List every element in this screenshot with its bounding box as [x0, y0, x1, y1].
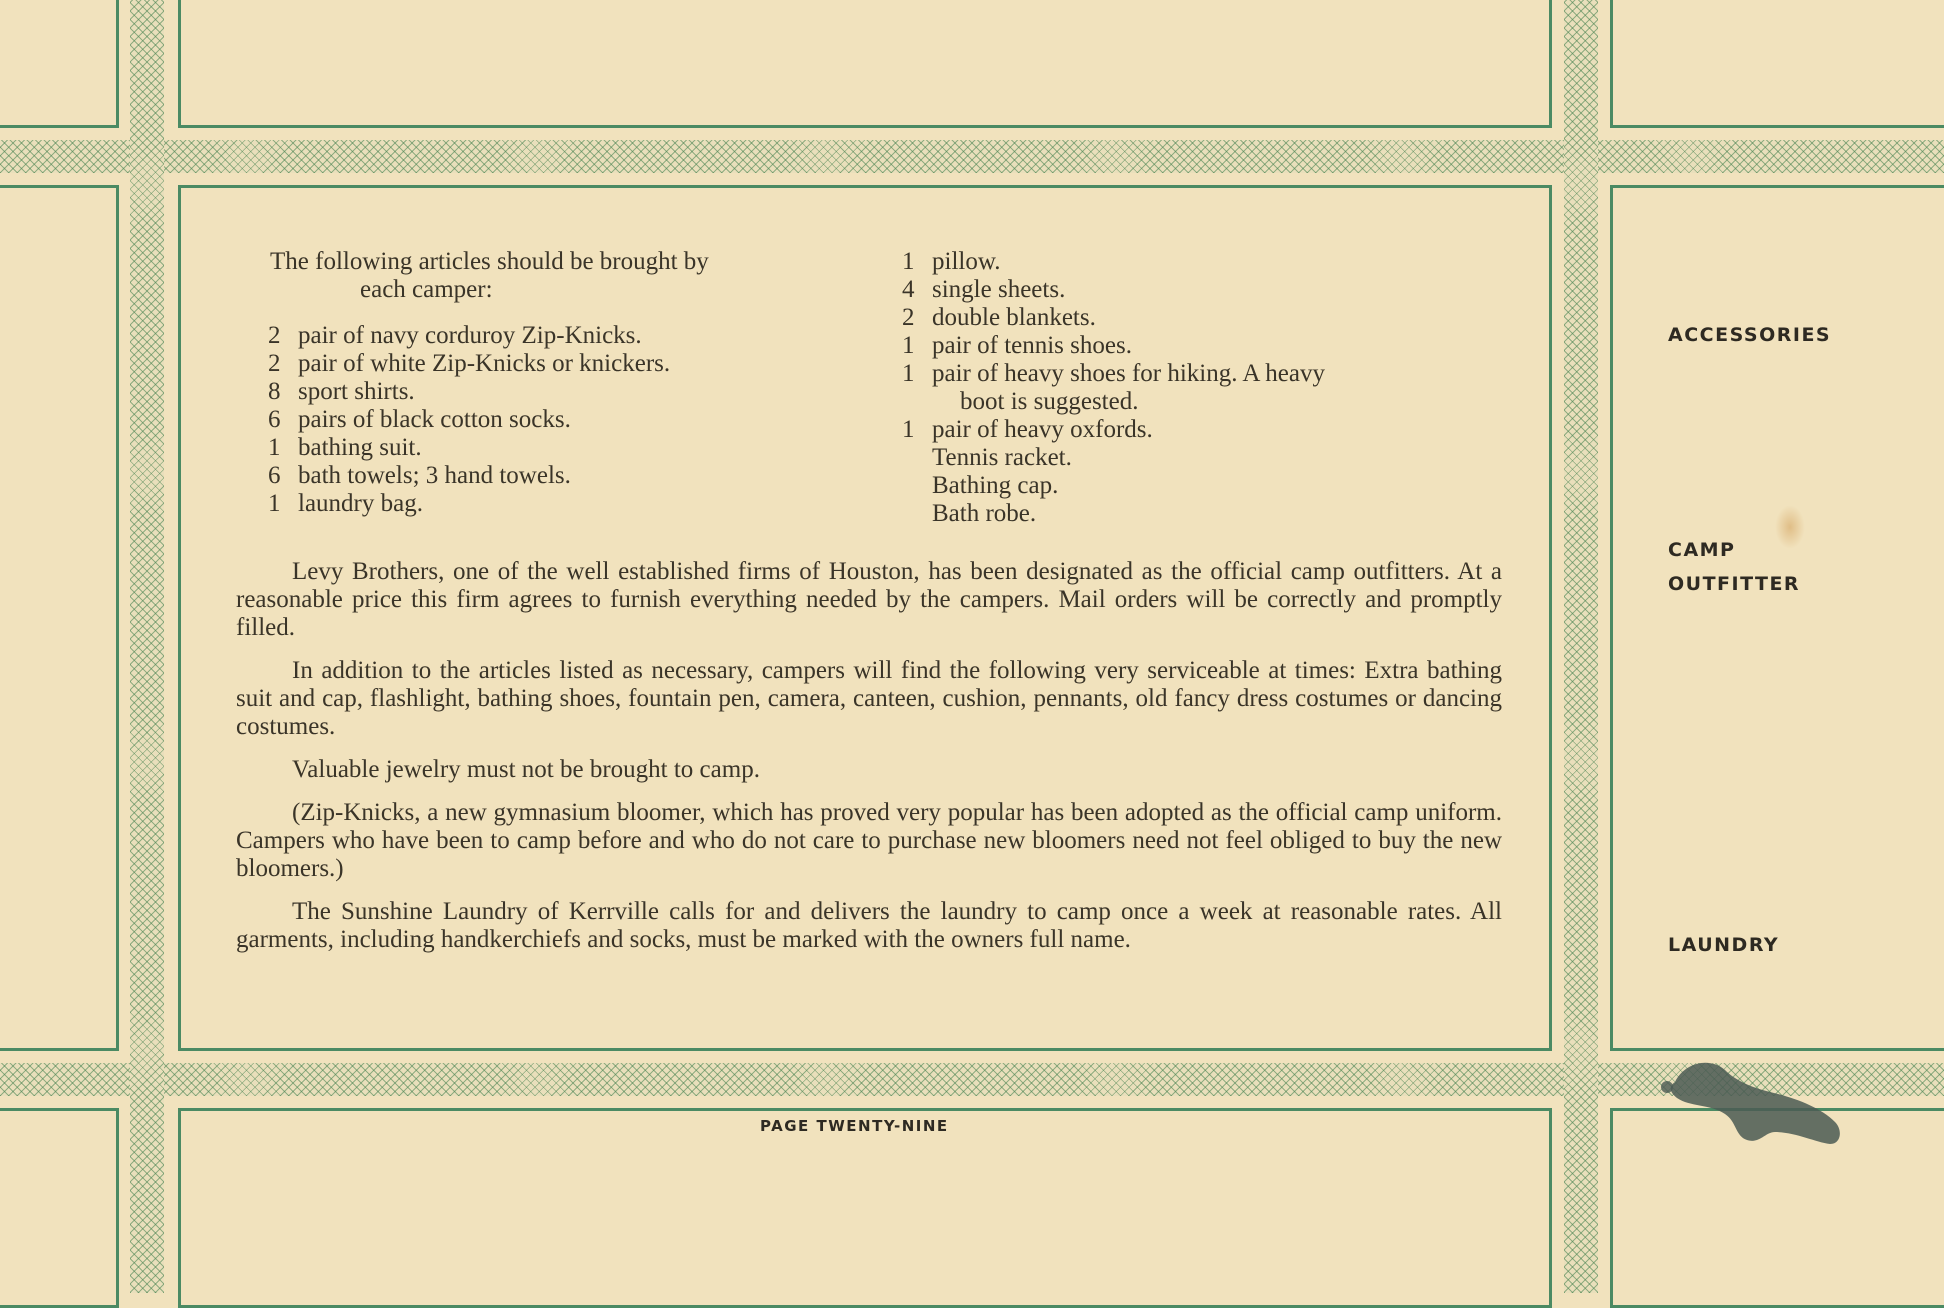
- right-item-list: [902, 248, 1502, 528]
- paragraph-zip-knicks: (Zip-Knicks, a new gymnasium bloomer, which has proved very popular has been adopted as the official camp uniform. Campers who have been to camp before and who do not care to purchase new bloomers need not feel obliged to buy the new bloomers.): [236, 799, 1502, 882]
- stain-spot: [1775, 505, 1805, 549]
- list-item: Bath robe.: [932, 500, 1037, 527]
- list-item: 1 bathing suit.: [268, 434, 422, 461]
- paragraph-laundry: The Sunshine Laundry of Kerrville calls for and delivers the laundry to camp once a week at reasonable rates. All garments, including handkerchiefs and socks, must be marked with the owners full name.: [236, 898, 1502, 953]
- panel-mid-left: [0, 185, 119, 1051]
- list-item: 2 double blankets.: [902, 304, 1096, 331]
- ink-stain: [1655, 1052, 1855, 1164]
- heading-accessories: ACCESSORIES: [1668, 324, 1832, 346]
- page-number: PAGE TWENTY-NINE: [760, 1117, 949, 1135]
- heading-laundry: LAUNDRY: [1668, 934, 1780, 956]
- panel-top-right: [1610, 0, 1944, 128]
- article-lists: [236, 248, 1502, 528]
- list-item: 1 pair of heavy shoes for hiking. A heavy boot is suggested.: [902, 360, 1325, 415]
- left-item-list: [236, 322, 866, 518]
- list-item: 1 laundry bag.: [268, 490, 423, 517]
- panel-mid-right: [1610, 185, 1944, 1051]
- list-item: Bathing cap.: [932, 472, 1059, 499]
- panel-bottom-left: [0, 1108, 119, 1308]
- paragraph-additional-articles: In addition to the articles listed as necessary, campers will find the following very serviceable at times: Extra bathing suit and cap, flashlight, bathing shoes, fountain pen, camera, canteen, cushion, pennants, old fancy dress costumes or dancing costumes.: [236, 657, 1502, 740]
- main-content: [236, 248, 1502, 969]
- list-item: Tennis racket.: [932, 444, 1072, 471]
- right-band: [1564, 0, 1598, 1293]
- list-item: 8 sport shirts.: [268, 378, 415, 405]
- list-item: 1 pair of tennis shoes.: [902, 332, 1132, 359]
- list-item: 2 pair of navy corduroy Zip-Knicks.: [268, 322, 642, 349]
- intro-line-2: each camper:: [360, 276, 493, 303]
- bottom-band: [0, 1063, 1944, 1096]
- list-item: 1 pillow.: [902, 248, 1001, 275]
- list-item: 1 pair of heavy oxfords.: [902, 416, 1153, 443]
- paragraph-outfitters: Levy Brothers, one of the well established firms of Houston, has been designated as the official camp outfitters. At a reasonable price this firm agrees to furnish everything needed by the campers. Mail orders will be correctly and promptly filled.: [236, 558, 1502, 641]
- panel-top-center: [178, 0, 1552, 128]
- left-column: [236, 248, 866, 528]
- left-band: [130, 0, 164, 1293]
- heading-camp: CAMP: [1668, 539, 1736, 561]
- panel-bottom-center: [178, 1108, 1552, 1308]
- list-item: 6 bath towels; 3 hand towels.: [268, 462, 571, 489]
- intro-text: [236, 248, 866, 304]
- panel-top-left: [0, 0, 119, 128]
- list-item: 6 pairs of black cotton socks.: [268, 406, 571, 433]
- paragraph-jewelry: Valuable jewelry must not be brought to camp.: [292, 756, 760, 783]
- top-band: [0, 140, 1944, 173]
- list-item: 2 pair of white Zip-Knicks or knickers.: [268, 350, 671, 377]
- heading-outfitter: OUTFITTER: [1668, 573, 1801, 595]
- list-item: 4 single sheets.: [902, 276, 1066, 303]
- right-column: [902, 248, 1502, 528]
- intro-line-1: The following articles should be brought by: [270, 248, 709, 275]
